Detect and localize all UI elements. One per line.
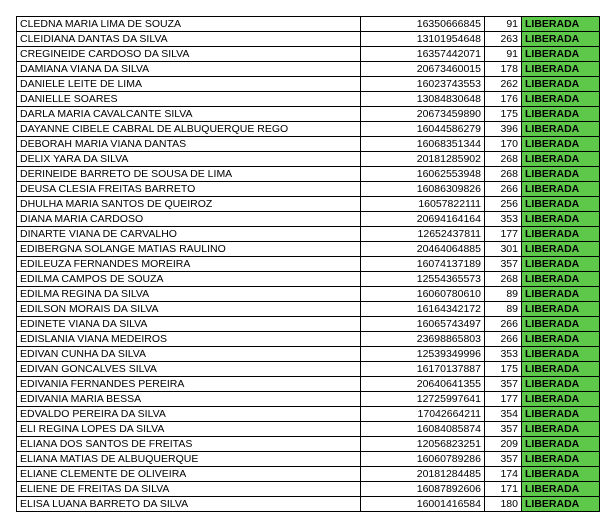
status-cell: LIBERADA <box>522 77 600 92</box>
status-cell: LIBERADA <box>522 197 600 212</box>
name-cell: EDIBERGNA SOLANGE MATIAS RAULINO <box>17 242 361 257</box>
table-row <box>17 407 600 422</box>
code-cell: 16023743553 <box>361 77 485 92</box>
score-cell: 266 <box>485 317 522 332</box>
score-cell: 177 <box>485 227 522 242</box>
code-cell: 20673460015 <box>361 62 485 77</box>
name-cell: EDILEUZA FERNANDES MOREIRA <box>17 257 361 272</box>
score-cell: 175 <box>485 107 522 122</box>
status-cell: LIBERADA <box>522 452 600 467</box>
name-cell: DARLA MARIA CAVALCANTE SILVA <box>17 107 361 122</box>
status-cell: LIBERADA <box>522 287 600 302</box>
name-cell: ELIANA DOS SANTOS DE FREITAS <box>17 437 361 452</box>
code-cell: 16170137887 <box>361 362 485 377</box>
name-cell: EDIVAN GONCALVES SILVA <box>17 362 361 377</box>
status-cell: LIBERADA <box>522 347 600 362</box>
name-cell: EDILMA CAMPOS DE SOUZA <box>17 272 361 287</box>
name-cell: EDISLANIA VIANA MEDEIROS <box>17 332 361 347</box>
score-cell: 353 <box>485 347 522 362</box>
name-cell: EDVALDO PEREIRA DA SILVA <box>17 407 361 422</box>
score-cell: 91 <box>485 17 522 32</box>
name-cell: ELISA LUANA BARRETO DA SILVA <box>17 497 361 512</box>
table-row <box>17 332 600 347</box>
status-cell: LIBERADA <box>522 92 600 107</box>
table-row <box>17 377 600 392</box>
people-table <box>16 16 600 512</box>
table-row <box>17 347 600 362</box>
status-cell: LIBERADA <box>522 317 600 332</box>
status-cell: LIBERADA <box>522 152 600 167</box>
score-cell: 266 <box>485 182 522 197</box>
status-cell: LIBERADA <box>522 377 600 392</box>
code-cell: 12056823251 <box>361 437 485 452</box>
status-cell: LIBERADA <box>522 392 600 407</box>
name-cell: DAYANNE CIBELE CABRAL DE ALBUQUERQUE REGO <box>17 122 361 137</box>
status-cell: LIBERADA <box>522 407 600 422</box>
name-cell: DANIELLE SOARES <box>17 92 361 107</box>
table-row <box>17 422 600 437</box>
table-row <box>17 137 600 152</box>
table-row <box>17 287 600 302</box>
status-cell: LIBERADA <box>522 437 600 452</box>
table-row <box>17 17 600 32</box>
table-row <box>17 47 600 62</box>
code-cell: 16001416584 <box>361 497 485 512</box>
score-cell: 268 <box>485 152 522 167</box>
table-row <box>17 452 600 467</box>
status-cell: LIBERADA <box>522 497 600 512</box>
table-row <box>17 182 600 197</box>
status-cell: LIBERADA <box>522 107 600 122</box>
code-cell: 16350666845 <box>361 17 485 32</box>
name-cell: EDIVANIA FERNANDES PEREIRA <box>17 377 361 392</box>
table-row <box>17 197 600 212</box>
name-cell: DEUSA CLESIA FREITAS BARRETO <box>17 182 361 197</box>
score-cell: 91 <box>485 47 522 62</box>
code-cell: 16044586279 <box>361 122 485 137</box>
spreadsheet <box>16 16 600 512</box>
status-cell: LIBERADA <box>522 32 600 47</box>
name-cell: ELIANA MATIAS DE ALBUQUERQUE <box>17 452 361 467</box>
score-cell: 256 <box>485 197 522 212</box>
score-cell: 89 <box>485 302 522 317</box>
score-cell: 176 <box>485 92 522 107</box>
code-cell: 16068351344 <box>361 137 485 152</box>
score-cell: 175 <box>485 362 522 377</box>
status-cell: LIBERADA <box>522 17 600 32</box>
table-row <box>17 32 600 47</box>
score-cell: 353 <box>485 212 522 227</box>
code-cell: 13084830648 <box>361 92 485 107</box>
name-cell: EDIVAN CUNHA DA SILVA <box>17 347 361 362</box>
score-cell: 170 <box>485 137 522 152</box>
table-row <box>17 362 600 377</box>
score-cell: 268 <box>485 272 522 287</box>
score-cell: 268 <box>485 167 522 182</box>
status-cell: LIBERADA <box>522 242 600 257</box>
score-cell: 180 <box>485 497 522 512</box>
code-cell: 16164342172 <box>361 302 485 317</box>
score-cell: 177 <box>485 392 522 407</box>
code-cell: 20464064885 <box>361 242 485 257</box>
code-cell: 16060780610 <box>361 287 485 302</box>
status-cell: LIBERADA <box>522 62 600 77</box>
code-cell: 16357442071 <box>361 47 485 62</box>
code-cell: 16074137189 <box>361 257 485 272</box>
status-cell: LIBERADA <box>522 422 600 437</box>
table-row <box>17 392 600 407</box>
table-row <box>17 497 600 512</box>
table-row <box>17 77 600 92</box>
code-cell: 23698865803 <box>361 332 485 347</box>
name-cell: ELI REGINA LOPES DA SILVA <box>17 422 361 437</box>
score-cell: 354 <box>485 407 522 422</box>
name-cell: CLEDNA MARIA LIMA DE SOUZA <box>17 17 361 32</box>
status-cell: LIBERADA <box>522 182 600 197</box>
code-cell: 20640641355 <box>361 377 485 392</box>
score-cell: 174 <box>485 467 522 482</box>
code-cell: 16057822111 <box>361 197 485 212</box>
code-cell: 16062553948 <box>361 167 485 182</box>
status-cell: LIBERADA <box>522 257 600 272</box>
table-row <box>17 62 600 77</box>
score-cell: 178 <box>485 62 522 77</box>
code-cell: 16065743497 <box>361 317 485 332</box>
code-cell: 12652437811 <box>361 227 485 242</box>
name-cell: EDINETE VIANA DA SILVA <box>17 317 361 332</box>
name-cell: EDILMA REGINA DA SILVA <box>17 287 361 302</box>
table-row <box>17 107 600 122</box>
code-cell: 16086309826 <box>361 182 485 197</box>
name-cell: DANIELE LEITE DE LIMA <box>17 77 361 92</box>
status-cell: LIBERADA <box>522 227 600 242</box>
table-body <box>17 17 600 512</box>
score-cell: 209 <box>485 437 522 452</box>
table-row <box>17 482 600 497</box>
status-cell: LIBERADA <box>522 362 600 377</box>
table-row <box>17 167 600 182</box>
table-row <box>17 317 600 332</box>
score-cell: 357 <box>485 257 522 272</box>
code-cell: 16084085874 <box>361 422 485 437</box>
name-cell: DIANA MARIA CARDOSO <box>17 212 361 227</box>
code-cell: 12554365573 <box>361 272 485 287</box>
code-cell: 12539349996 <box>361 347 485 362</box>
status-cell: LIBERADA <box>522 302 600 317</box>
name-cell: CREGINEIDE CARDOSO DA SILVA <box>17 47 361 62</box>
status-cell: LIBERADA <box>522 167 600 182</box>
table-row <box>17 212 600 227</box>
name-cell: ELIANE CLEMENTE DE OLIVEIRA <box>17 467 361 482</box>
status-cell: LIBERADA <box>522 272 600 287</box>
status-cell: LIBERADA <box>522 482 600 497</box>
score-cell: 357 <box>485 452 522 467</box>
name-cell: EDILSON MORAIS DA SILVA <box>17 302 361 317</box>
score-cell: 89 <box>485 287 522 302</box>
name-cell: DHULHA MARIA SANTOS DE QUEIROZ <box>17 197 361 212</box>
name-cell: DAMIANA VIANA DA SILVA <box>17 62 361 77</box>
score-cell: 357 <box>485 422 522 437</box>
code-cell: 16087892606 <box>361 482 485 497</box>
score-cell: 357 <box>485 377 522 392</box>
table-row <box>17 227 600 242</box>
status-cell: LIBERADA <box>522 47 600 62</box>
code-cell: 20694164164 <box>361 212 485 227</box>
table-row <box>17 122 600 137</box>
table-row <box>17 467 600 482</box>
code-cell: 16060789286 <box>361 452 485 467</box>
score-cell: 262 <box>485 77 522 92</box>
table-row <box>17 437 600 452</box>
name-cell: DELIX YARA DA SILVA <box>17 152 361 167</box>
name-cell: EDIVANIA MARIA BESSA <box>17 392 361 407</box>
table-row <box>17 257 600 272</box>
status-cell: LIBERADA <box>522 332 600 347</box>
score-cell: 266 <box>485 332 522 347</box>
table-row <box>17 242 600 257</box>
score-cell: 396 <box>485 122 522 137</box>
code-cell: 13101954648 <box>361 32 485 47</box>
table-row <box>17 92 600 107</box>
name-cell: DEBORAH MARIA VIANA DANTAS <box>17 137 361 152</box>
code-cell: 12725997641 <box>361 392 485 407</box>
status-cell: LIBERADA <box>522 122 600 137</box>
score-cell: 301 <box>485 242 522 257</box>
table-row <box>17 302 600 317</box>
code-cell: 17042664211 <box>361 407 485 422</box>
status-cell: LIBERADA <box>522 467 600 482</box>
status-cell: LIBERADA <box>522 212 600 227</box>
name-cell: CLEIDIANA DANTAS DA SILVA <box>17 32 361 47</box>
score-cell: 263 <box>485 32 522 47</box>
name-cell: DERINEIDE BARRETO DE SOUSA DE LIMA <box>17 167 361 182</box>
name-cell: DINARTE VIANA DE CARVALHO <box>17 227 361 242</box>
score-cell: 171 <box>485 482 522 497</box>
name-cell: ELIENE DE FREITAS DA SILVA <box>17 482 361 497</box>
code-cell: 20181284485 <box>361 467 485 482</box>
status-cell: LIBERADA <box>522 137 600 152</box>
code-cell: 20673459890 <box>361 107 485 122</box>
table-row <box>17 152 600 167</box>
code-cell: 20181285902 <box>361 152 485 167</box>
table-row <box>17 272 600 287</box>
